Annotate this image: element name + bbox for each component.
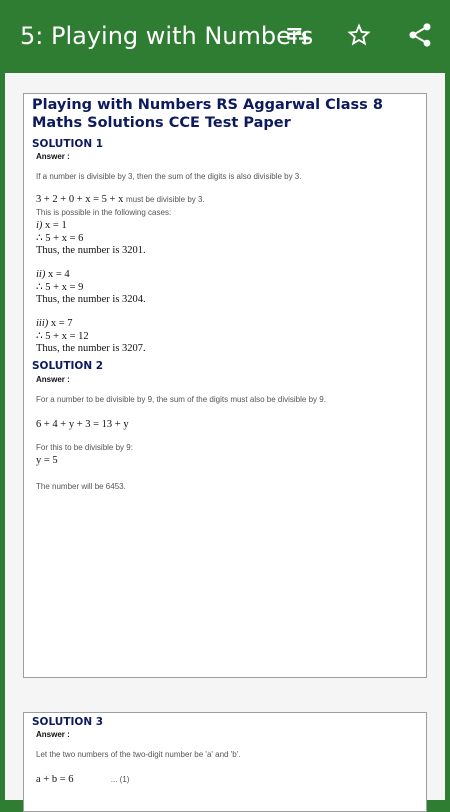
case-2-eq: x = 4 (47, 269, 70, 280)
page-title: 5: Playing with Numbers (20, 22, 314, 50)
solution-card (23, 93, 427, 678)
solution-card (23, 712, 427, 812)
case-1-result: Thus, the number is 3201. (36, 245, 146, 256)
case-1-step: ∴ 5 + x = 6 (36, 233, 84, 244)
solution-2-conclusion: The number will be 6453. (36, 482, 126, 491)
cases-intro: This is possible in the following cases: (36, 208, 172, 217)
equation-ref: ... (1) (110, 775, 130, 784)
solution-3-intro: Let the two numbers of the two-digit number be 'a' and 'b'. (36, 750, 241, 759)
solution-3-equation (36, 774, 129, 786)
case-2-label: ii) (36, 269, 46, 280)
case-1-equation (36, 220, 67, 232)
case-3-result: Thus, the number is 3207. (36, 343, 146, 354)
equation-text: 3 + 2 + 0 + x = 5 + x (36, 194, 124, 205)
solution-2-intro: For a number to be divisible by 9, the sum of the digits must also be divisible by 9. (36, 395, 326, 404)
case-3-equation (36, 318, 73, 330)
case-2-result: Thus, the number is 3204. (36, 294, 146, 305)
answer-label: Answer : (36, 375, 70, 384)
solution-1-intro: If a number is divisible by 3, then the sum of the digits is also divisible by 3. (36, 172, 302, 181)
solution-2-condition: For this to be divisible by 9: (36, 443, 133, 452)
solution-2-heading: SOLUTION 2 (32, 360, 104, 372)
share-icon[interactable] (406, 21, 434, 49)
solution-2-result-eq: y = 5 (36, 455, 58, 466)
solution-1-equation (36, 194, 205, 206)
case-1-eq: x = 1 (45, 220, 67, 231)
case-2-equation (36, 269, 70, 281)
playlist-add-icon[interactable] (285, 21, 313, 49)
answer-label: Answer : (36, 730, 70, 739)
case-2-step: ∴ 5 + x = 9 (36, 282, 84, 293)
solution-1-heading: SOLUTION 1 (32, 138, 104, 150)
solution-3-heading: SOLUTION 3 (32, 716, 104, 728)
card-title: Playing with Numbers RS Aggarwal Class 8 Maths Solutions CCE Test Paper (32, 97, 383, 131)
content-area[interactable] (5, 73, 445, 800)
solution-2-equation: 6 + 4 + y + 3 = 13 + y (36, 419, 129, 430)
star-outline-icon[interactable] (345, 21, 373, 49)
app-bar (0, 0, 450, 70)
case-3-eq: x = 7 (50, 318, 73, 329)
case-3-label: iii) (36, 318, 49, 329)
equation-suffix: must be divisible by 3. (125, 195, 205, 204)
case-3-step: ∴ 5 + x = 12 (36, 331, 89, 342)
case-1-label: i) (36, 220, 43, 231)
answer-label: Answer : (36, 152, 70, 161)
equation-text: a + b = 6 (36, 774, 74, 785)
